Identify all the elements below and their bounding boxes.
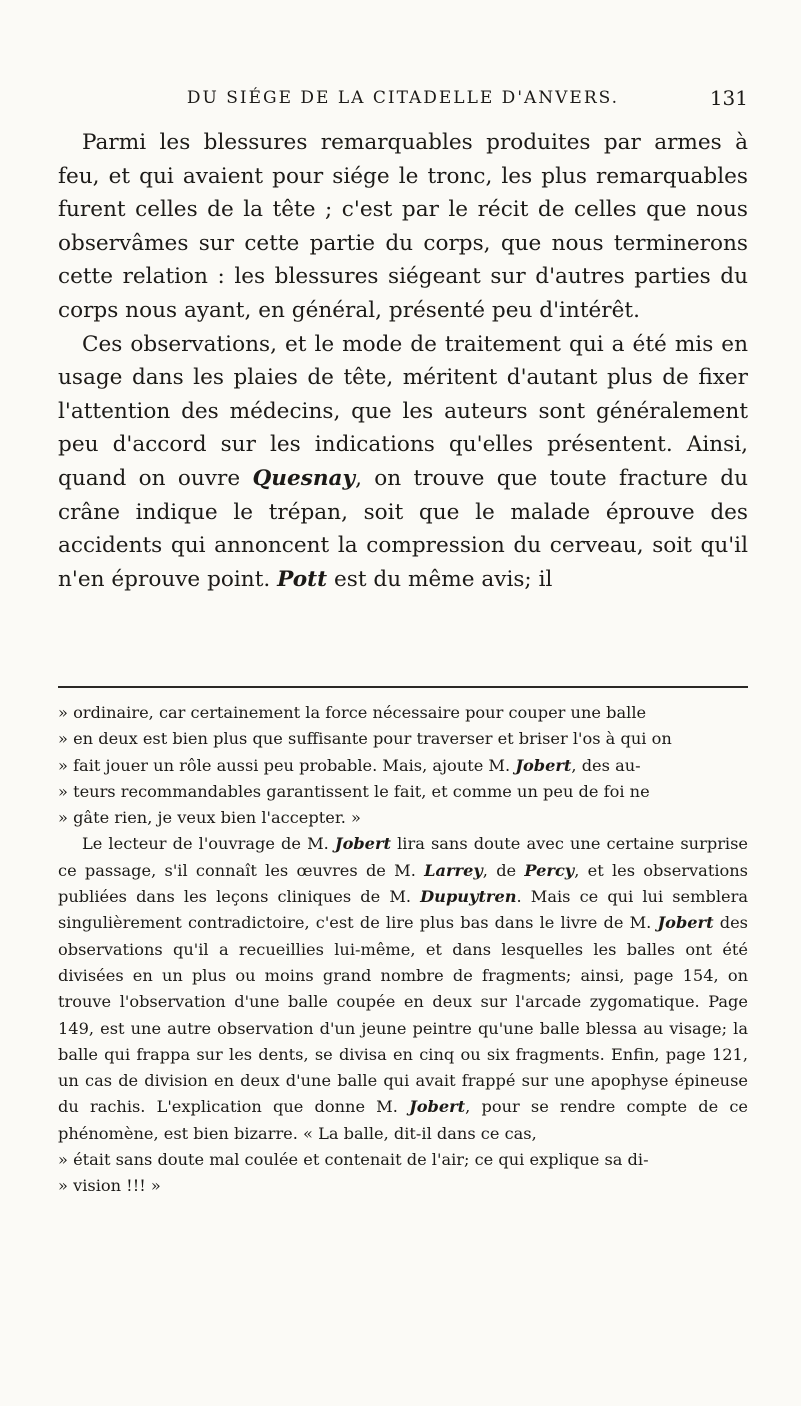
author-name: Jobert	[515, 755, 572, 775]
paragraph-1	[58, 126, 748, 328]
author-name: Dupuytren	[420, 887, 517, 907]
text-span: lira sans doute avec une certaine surprise ce passage, s'il connaît les œuvres de M.	[58, 834, 748, 880]
text-span: , de	[482, 860, 525, 880]
text-span: . Mais ce qui lui semblera singulièrement contradictoire, c'est de lire plus bas dans le livre de M.	[58, 887, 748, 933]
text-span: , pour se rendre compte de ce phénomène, est bien bizarre. « La balle, dit-il dans ce cas,	[58, 1097, 749, 1143]
quote-mark: »	[58, 729, 68, 749]
text-span: ordinaire, car certainement la force nécessaire pour couper une balle	[73, 703, 647, 722]
footnotes	[58, 700, 748, 1200]
quote-line	[58, 1147, 748, 1173]
quote-mark: »	[58, 755, 68, 775]
text-span: est du même avis; il	[327, 566, 553, 592]
text-span: Ces observations, et le mode de traitement qui a été mis en usage dans les plaies de tête, méritent d'autant plus de fixer l'attention des médecins, que les auteurs sont généralement peu d'accord sur les indications qu'elles présentent. Ainsi, quand on ouvre	[58, 331, 748, 491]
text-span: , on trouve que toute fracture du crâne indique le trépan, soit que le malade éprouve des accidents qui annoncent la compression du cerveau, soit qu'il n'en éprouve point.	[58, 465, 749, 592]
quote-line	[58, 779, 748, 805]
quote-mark: »	[58, 703, 68, 722]
author-name: Quesnay	[252, 465, 356, 491]
author-name: Larrey	[424, 860, 483, 880]
text-span: , des au-	[571, 755, 641, 775]
running-head	[58, 86, 748, 116]
author-name: Jobert	[657, 913, 714, 933]
text-span: , et les observations publiées dans les leçons cliniques de M.	[58, 860, 748, 907]
footnote-paragraph	[58, 831, 748, 1147]
author-name: Pott	[277, 566, 328, 592]
text-span: était sans doute mal coulée et contenait de l'air; ce qui explique sa di-	[73, 1150, 649, 1170]
text-span: fait jouer un rôle aussi peu probable. Mais, ajoute M.	[73, 755, 516, 775]
text-span: en deux est bien plus que suffisante pour traverser et briser l'os à qui on	[73, 729, 672, 749]
quote-line	[58, 753, 748, 779]
quote-line	[58, 805, 748, 831]
paragraph-2	[58, 328, 748, 597]
quote-line	[58, 700, 748, 726]
quote-mark: »	[58, 1176, 68, 1196]
footnote-rule	[58, 686, 748, 688]
text-span: vision !!! »	[73, 1176, 161, 1196]
quote-line	[58, 1173, 748, 1199]
quote-line	[58, 726, 748, 752]
quote-mark: »	[58, 808, 68, 828]
text-span: teurs recommandables garantissent le fait, et comme un peu de foi ne	[73, 781, 650, 801]
main-text	[58, 126, 748, 596]
author-name: Jobert	[334, 834, 391, 854]
text-span: des observations qu'il a recueillies lui-même, et dans lesquelles les balles ont été divisées en un plus ou moins grand nombre de fragments; ainsi, page 154, on trouve l'observation d'une balle coupée en deux sur l'arcade zygomatique. Page 149, est une autre observation d'un jeune peintre qu'une balle blessa au visage; la balle qui frappa sur les dents, se divisa en cinq ou six fragments. Enfin, page 121, un cas de division en deux d'une balle qui avait frappé sur une apophyse épineuse du rachis. L'explication que donne M.	[58, 913, 748, 1117]
text-span: Le lecteur de l'ouvrage de M.	[82, 834, 335, 854]
quote-mark: »	[58, 1150, 68, 1170]
author-name: Jobert	[409, 1097, 466, 1117]
author-name: Percy	[524, 860, 575, 880]
text-span: gâte rien, je veux bien l'accepter. »	[73, 808, 361, 828]
running-title: DU SIÉGE DE LA CITADELLE D'ANVERS.	[186, 88, 620, 108]
quote-mark: »	[58, 781, 68, 801]
text-span: Parmi les blessures remarquables produites par armes à feu, et qui avaient pour siége le tronc, les plus remarquables furent celles de la tête ; c'est par le récit de celles que nous observâmes sur cette partie du corps, que nous terminerons cette relation : les blessures siégeant sur d'autres parties du corps nous ayant, en général, présenté peu d'intérêt.	[58, 130, 748, 323]
page-number: 131	[709, 86, 748, 110]
